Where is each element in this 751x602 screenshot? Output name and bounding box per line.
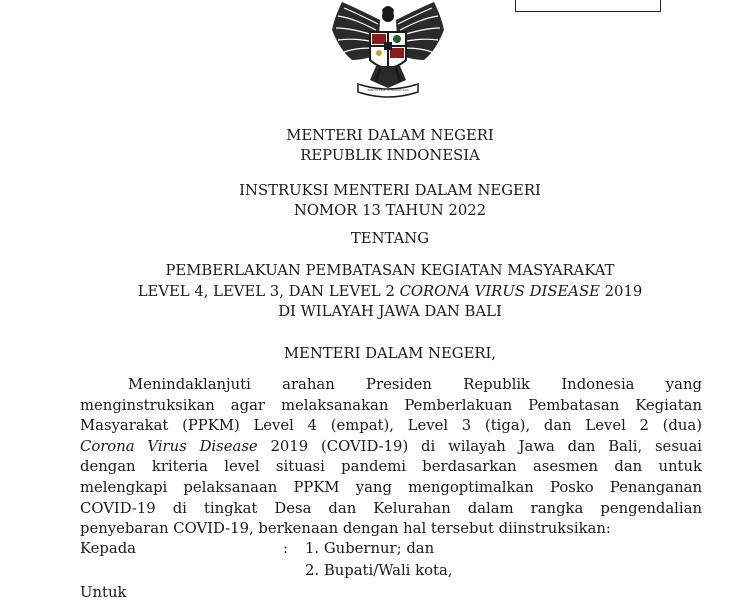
- body-line: penyebaran COVID-19, berkenaan dengan hal tersebut diinstruksikan:: [80, 520, 611, 538]
- body-line: COVID-19 di tingkat Desa dan Kelurahan dalam rangka pengendalian: [80, 499, 702, 517]
- next-section-label: Untuk: [80, 584, 127, 601]
- recipients-colon: :: [283, 540, 288, 557]
- issuer-heading: MENTERI DALAM NEGERI,: [283, 345, 497, 362]
- recipients-label: Kepada: [80, 540, 137, 557]
- subject-line-2: LEVEL 4, LEVEL 3, DAN LEVEL 2 CORONA VIRUS DISEASE 2019: [137, 283, 643, 300]
- tentang-heading: TENTANG: [350, 230, 430, 247]
- subject-line-1: PEMBERLAKUAN PEMBATASAN KEGIATAN MASYARAKAT: [165, 262, 615, 279]
- header-minister: MENTERI DALAM NEGERI: [286, 127, 494, 144]
- subject-line-3: DI WILAYAH JAWA DAN BALI: [278, 303, 502, 320]
- recipient-item: 1. Gubernur; dan: [305, 540, 435, 557]
- instruction-title: INSTRUKSI MENTERI DALAM NEGERI: [239, 182, 541, 199]
- body-line: menginstruksikan agar melaksanakan Pemberlakuan Pembatasan Kegiatan: [80, 396, 702, 414]
- form-number-box: [515, 0, 661, 12]
- body-line: melengkapi pelaksanaan PPKM yang mengoptimalkan Posko Penanganan: [80, 478, 702, 496]
- emblem-motto: BHINNEKA TUNGGAL IKA: [367, 88, 409, 92]
- instruction-number: NOMOR 13 TAHUN 2022: [293, 202, 487, 219]
- header-republic: REPUBLIK INDONESIA: [300, 147, 480, 164]
- body-line: Menindaklanjuti arahan Presiden Republik Indonesia yang: [128, 376, 702, 393]
- body-line: Masyarakat (PPKM) Level 4 (empat), Level 3 (tiga), dan Level 2 (dua): [80, 417, 702, 435]
- body-line: dengan kriteria level situasi pandemi berdasarkan asesmen dan untuk: [80, 458, 702, 476]
- body-paragraph: [80, 375, 702, 540]
- body-line: Corona Virus Disease 2019 (COVID-19) di wilayah Jawa dan Bali, sesuai: [80, 437, 702, 455]
- recipient-item: 2. Bupati/Wali kota,: [305, 562, 453, 579]
